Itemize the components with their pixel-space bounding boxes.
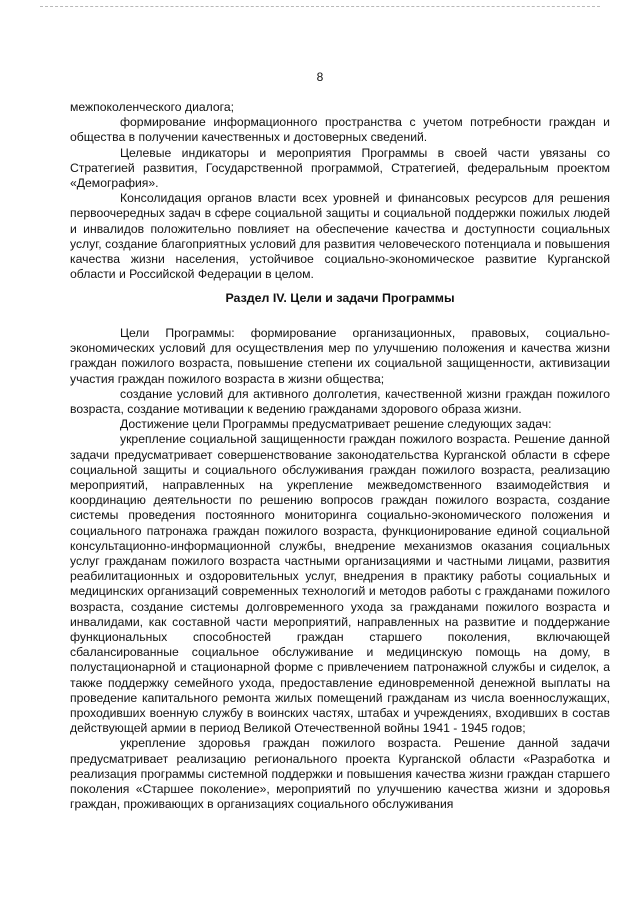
paragraph: межпоколенческого диалога;	[70, 100, 235, 114]
paragraph: формирование информационного пространства с учетом потребности граждан и общества в получении качественных и достоверных сведений.	[70, 115, 610, 145]
paragraph: Консолидация органов власти всех уровней и финансовых ресурсов для решения первоочередных задач в сфере социальной защиты и социальной поддержки пожилых людей и инвалидов положительно повлияет на обеспечение качества и доступности социальных услуг, создание благоприятных условий для развития человеческого потенциала и повышения качества жизни населения, устойчивое социально-экономическое развитие Курганской области и Российской Федерации в целом.	[70, 191, 610, 282]
paragraph: создание условий для активного долголетия, качественной жизни граждан пожилого возраста, создание мотивации к ведению гражданами здорового образа жизни.	[70, 386, 610, 417]
paragraph: укрепление здоровья граждан пожилого возраста. Решение данной задачи предусматривает реализацию регионального проекта Курганской области «Разработка и реализация программы системной поддержки и повышения качества жизни граждан старшего поколения «Старшее поколение», мероприятий по улучшению качества жизни и здоровья граждан, проживающих в организациях социального обслуживания	[70, 736, 610, 812]
text-block-after-section	[70, 326, 610, 813]
paragraph: Целевые индикаторы и мероприятия Программы в своей части увязаны со Стратегией развития, Государственной программой, Стратегией, федеральным проектом «Демография».	[70, 145, 610, 191]
text-block-before-section	[70, 100, 610, 282]
scan-top-rule	[40, 6, 600, 7]
paragraph: Достижение цели Программы предусматривает решение следующих задач:	[120, 417, 552, 432]
page-number: 8	[316, 70, 324, 84]
section-title: Раздел IV. Цели и задачи Программы	[225, 291, 455, 305]
paragraph: Цели Программы: формирование организационных, правовых, социально-экономических условий для осуществления мер по улучшению положения и качества жизни граждан пожилого возраста, повышение степени их социальной защищенности, активизации участия граждан пожилого возраста в жизни общества;	[70, 326, 610, 386]
paragraph: укрепление социальной защищенности граждан пожилого возраста. Решение данной задачи предусматривает совершенствование законодательства Курганской области в сфере социальной защиты и социального обслуживания граждан пожилого возраста, реализацию мероприятий, направленных на укрепление межведомственного взаимодействия и координацию деятельности по решению вопросов граждан пожилого возраста, создание системы проведения постоянного мониторинга социально-экономического положения и социального патронажа граждан пожилого возраста, функционирование единой социальной консультационно-информационной службы, внедрение механизмов оказания социальных услуг гражданам пожилого возраста частными организациями и частными лицами, развития реабилитационных и оздоровительных услуг, внедрения в практику работы социальных и медицинских организаций современных технологий и методов работы с гражданами пожилого возраста, создание системы долговременного ухода за гражданами пожилого возраста и инвалидами, как составной части мероприятий, направленных на развитие и поддержание функциональных способностей граждан старшего поколения, включающей сбалансированные социальное обслуживание и медицинскую помощь на дому, в полустационарной и стационарной форме с привлечением патронажной службы и сиделок, а также поддержку семейного ухода, предоставление единовременной денежной выплаты на проведение капитального ремонта жилых помещений гражданам из числа военнослужащих, проходивших военную службу в воинских частях, штабах и учреждениях, входивших в состав действующей армии в период Великой Отечественной войны 1941 - 1945 годов;	[70, 432, 610, 736]
